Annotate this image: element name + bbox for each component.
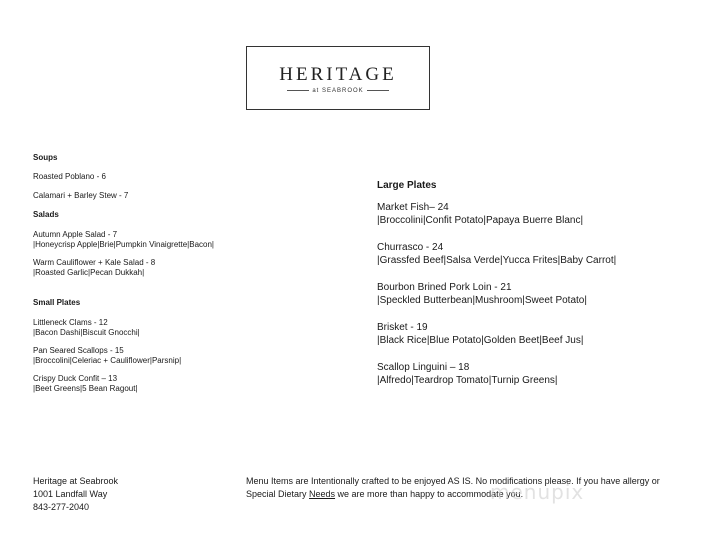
- menu-item-description: |Roasted Garlic|Pecan Dukkah|: [33, 268, 145, 277]
- menu-item-description: |Honeycrisp Apple|Brie|Pumpkin Vinaigrette|Bacon|: [33, 240, 215, 249]
- menu-policy-note: [246, 475, 686, 501]
- restaurant-contact: [33, 475, 118, 514]
- menu-item-description: |Grassfed Beef|Salsa Verde|Yucca Frites|Baby Carrot|: [377, 255, 617, 266]
- restaurant-name: Heritage at Seabrook: [33, 476, 119, 486]
- large-plates-heading: Large Plates: [377, 180, 437, 191]
- menu-item: Churrasco - 24: [377, 242, 444, 253]
- menu-item-description: |Alfredo|Teardrop Tomato|Turnip Greens|: [377, 375, 558, 386]
- menu-item: Pan Seared Scallops - 15: [33, 346, 124, 355]
- large-plates-column: [377, 179, 616, 387]
- logo-title: HERITAGE: [279, 64, 397, 85]
- restaurant-address: 1001 Landfall Way: [33, 489, 108, 499]
- menu-item: Littleneck Clams - 12: [33, 318, 108, 327]
- menu-item: Scallop Linguini – 18: [377, 362, 470, 373]
- restaurant-logo: [246, 46, 430, 110]
- policy-line-1: Menu Items are Intentionally crafted to be enjoyed AS IS. No modifications please. If you have allergy or: [246, 476, 660, 486]
- menu-item: Roasted Poblano - 6: [33, 172, 106, 181]
- small-plates-heading: Small Plates: [33, 298, 81, 307]
- menu-item: Market Fish– 24: [377, 202, 449, 213]
- menu-item-description: |Broccolini|Celeriac + Cauliflower|Parsnip|: [33, 356, 182, 365]
- policy-line-2: Special Dietary Needs we are more than happy to accommodate you.: [246, 489, 524, 499]
- menu-item: Bourbon Brined Pork Loin - 21: [377, 282, 512, 293]
- menu-item: Warm Cauliflower + Kale Salad - 8: [33, 258, 156, 267]
- menu-item-description: |Speckled Butterbean|Mushroom|Sweet Potato|: [377, 295, 587, 306]
- menu-item: Autumn Apple Salad - 7: [33, 230, 118, 239]
- menu-item: Brisket - 19: [377, 322, 428, 333]
- logo-subtitle: at SEABROOK: [247, 88, 429, 94]
- menu-item-description: |Black Rice|Blue Potato|Golden Beet|Beef Jus|: [377, 335, 584, 346]
- salads-heading: Salads: [33, 210, 59, 219]
- left-menu-column: [33, 153, 214, 394]
- menu-item-description: |Bacon Dashi|Biscuit Gnocchi|: [33, 328, 140, 337]
- menu-item: Crispy Duck Confit – 13: [33, 374, 118, 383]
- restaurant-phone: 843-277-2040: [33, 502, 90, 512]
- soups-heading: Soups: [33, 153, 58, 162]
- menu-item-description: |Beet Greens|5 Bean Ragout|: [33, 384, 138, 393]
- menu-item: Calamari + Barley Stew - 7: [33, 191, 129, 200]
- menu-item-description: |Broccolini|Confit Potato|Papaya Buerre Blanc|: [377, 215, 584, 226]
- watermark: menupix: [490, 480, 585, 504]
